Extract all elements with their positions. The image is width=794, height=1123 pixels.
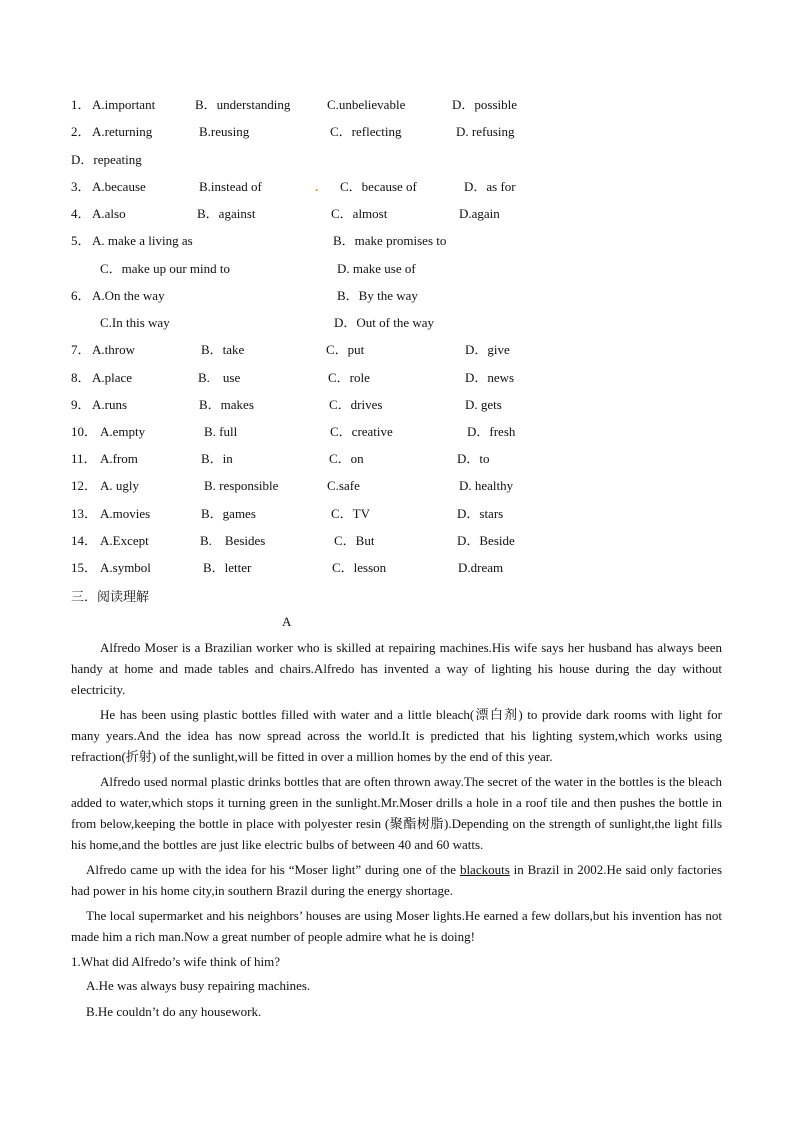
option-a: A.Except bbox=[100, 533, 149, 548]
question-number: 8． bbox=[71, 370, 91, 385]
option-row-12 bbox=[0, 477, 794, 495]
option-row-13 bbox=[0, 505, 794, 523]
passage-label: A bbox=[282, 614, 292, 629]
option-d: D．stars bbox=[457, 506, 504, 521]
option-c: C．on bbox=[329, 451, 364, 466]
option-b: B．letter bbox=[203, 560, 252, 575]
section-title: 三．阅读理解 bbox=[71, 589, 150, 604]
option-d: D．to bbox=[457, 451, 490, 466]
option-c: C．make up our mind to bbox=[100, 261, 230, 276]
option-a: A.empty bbox=[100, 424, 146, 439]
option-b: B．take bbox=[201, 342, 245, 357]
option-row-5 bbox=[0, 232, 794, 250]
question-number: 9． bbox=[71, 397, 91, 412]
option-row-6 bbox=[0, 287, 794, 305]
option-c: C.In this way bbox=[100, 315, 170, 330]
option-d: D. make use of bbox=[337, 261, 416, 276]
question-number: 10． bbox=[71, 424, 98, 439]
option-d: D. healthy bbox=[459, 478, 514, 493]
paragraph-4-text-before: Alfredo came up with the idea for his “Moser light” during one of the bbox=[86, 862, 460, 877]
option-b: B．makes bbox=[199, 397, 254, 412]
question-number: 15． bbox=[71, 560, 98, 575]
option-c: C.unbelievable bbox=[327, 97, 406, 112]
option-d: D．Beside bbox=[457, 533, 515, 548]
question-number: 12． bbox=[71, 478, 98, 493]
passage-paragraph-2: He has been using plastic bottles filled with water and a little bleach(漂白剂) to provide dark rooms with light for many years.And the idea has now spread across the world.It is predicted that his lighting system,which works using refraction(折射) of the sunlight,will be fitted in over a million homes by the end of this year. bbox=[71, 707, 722, 764]
option-b: B. full bbox=[204, 424, 238, 439]
option-d: D．as for bbox=[464, 179, 516, 194]
paragraph-4-text-after: in Brazil in 2002.He said only factories had power in his home city,in southern Brazil during the energy shortage. bbox=[71, 862, 723, 898]
option-c: C.safe bbox=[327, 478, 360, 493]
option-a: A. ugly bbox=[100, 478, 139, 493]
option-c: C．because of bbox=[340, 179, 417, 194]
option-row-11 bbox=[0, 450, 794, 468]
question-number: 4． bbox=[71, 206, 91, 221]
question-number: 7． bbox=[71, 342, 91, 357]
option-a: A.important bbox=[92, 97, 156, 112]
option-row-7 bbox=[0, 341, 794, 359]
passage-paragraph-4 bbox=[71, 859, 722, 901]
option-row-5-cont bbox=[0, 260, 794, 278]
option-d: D. gets bbox=[465, 397, 502, 412]
question-number: 5． bbox=[71, 233, 91, 248]
option-b: B.instead of bbox=[199, 179, 262, 194]
option-row-14 bbox=[0, 532, 794, 550]
option-d: D.again bbox=[459, 206, 500, 221]
question-number: 1． bbox=[71, 97, 91, 112]
option-a: A.movies bbox=[100, 506, 151, 521]
option-d: D．possible bbox=[452, 97, 518, 112]
option-row-1 bbox=[0, 96, 794, 114]
option-c: C．creative bbox=[330, 424, 393, 439]
option-row-6-cont bbox=[0, 314, 794, 332]
option-row-9 bbox=[0, 396, 794, 414]
option-a: A.returning bbox=[92, 124, 153, 139]
option-c: C．almost bbox=[331, 206, 388, 221]
question-number: 11． bbox=[71, 451, 97, 466]
question-number: 6． bbox=[71, 288, 91, 303]
option-d: D.dream bbox=[458, 560, 504, 575]
question-1-stem: 1.What did Alfredo’s wife think of him? bbox=[71, 954, 281, 969]
option-b: B．games bbox=[201, 506, 256, 521]
option-c: C．put bbox=[326, 342, 365, 357]
option-d: D．Out of the way bbox=[334, 315, 435, 330]
underlined-word: blackouts bbox=[459, 862, 510, 877]
option-c: C．reflecting bbox=[330, 124, 402, 139]
passage-paragraph-3: Alfredo used normal plastic drinks bottles that are often thrown away.The secret of the water in the bottles is the bleach added to water,which stops it turning green in the sunlight.Mr.Moser drills a hole in a roof tile and then pushes the bottle in from below,keeping the bottle in place with polyester resin (聚酯树脂).Depending on the strength of sunlight,the light fills his home,and the bottles are just like electric bulbs of between 40 and 60 watts. bbox=[71, 774, 722, 852]
option-row-10 bbox=[0, 423, 794, 441]
option-a: A.symbol bbox=[100, 560, 151, 575]
option-a: A.On the way bbox=[92, 288, 165, 303]
option-a: A.place bbox=[92, 370, 133, 385]
option-a: A.also bbox=[92, 206, 126, 221]
option-b: B．against bbox=[197, 206, 256, 221]
option-c: C．But bbox=[334, 533, 375, 548]
option-b: B．understanding bbox=[195, 97, 291, 112]
option-c: C．lesson bbox=[332, 560, 387, 575]
option-a: A.throw bbox=[92, 342, 135, 357]
option-d: D．news bbox=[465, 370, 515, 385]
option-row-2-cont bbox=[0, 151, 794, 169]
passage-paragraph-1: Alfredo Moser is a Brazilian worker who is skilled at repairing machines.His wife says her husband has always been handy at home and made tables and chairs.Alfredo has invented a way of lighting his house during the day without electricity. bbox=[71, 640, 722, 697]
option-a: A.runs bbox=[92, 397, 128, 412]
question-number: 3． bbox=[71, 179, 91, 194]
option-c: C．role bbox=[328, 370, 370, 385]
question-1-option-b: B.He couldn’t do any housework. bbox=[86, 1004, 262, 1019]
option-b: B. use bbox=[198, 370, 241, 385]
option-c: C．TV bbox=[331, 506, 371, 521]
option-d: D. refusing bbox=[456, 124, 515, 139]
option-d: D．fresh bbox=[467, 424, 516, 439]
option-a: A.from bbox=[100, 451, 138, 466]
option-row-15 bbox=[0, 559, 794, 577]
option-row-4 bbox=[0, 205, 794, 223]
option-b: B. Besides bbox=[200, 533, 266, 548]
question-number: 2． bbox=[71, 124, 91, 139]
question-1-option-a: A.He was always busy repairing machines. bbox=[86, 978, 311, 993]
mark-dot: . bbox=[315, 179, 319, 194]
option-b: B．By the way bbox=[337, 288, 418, 303]
option-d: D．give bbox=[465, 342, 510, 357]
passage-paragraph-5: The local supermarket and his neighbors’ houses are using Moser lights.He earned a few dollars,but his invention has not made him a rich man.Now a great number of people admire what he is doing! bbox=[71, 908, 722, 944]
question-number: 14． bbox=[71, 533, 98, 548]
option-c: C．drives bbox=[329, 397, 383, 412]
option-a: A. make a living as bbox=[92, 233, 193, 248]
option-row-8 bbox=[0, 369, 794, 387]
option-row-3 bbox=[0, 178, 794, 196]
option-a: A.because bbox=[92, 179, 146, 194]
option-b: B．in bbox=[201, 451, 233, 466]
option-row-2 bbox=[0, 123, 794, 141]
option-b: B.reusing bbox=[199, 124, 250, 139]
option-b: B. responsible bbox=[204, 478, 279, 493]
option-b: B．make promises to bbox=[333, 233, 447, 248]
option-e: D．repeating bbox=[71, 152, 142, 167]
question-number: 13． bbox=[71, 506, 98, 521]
